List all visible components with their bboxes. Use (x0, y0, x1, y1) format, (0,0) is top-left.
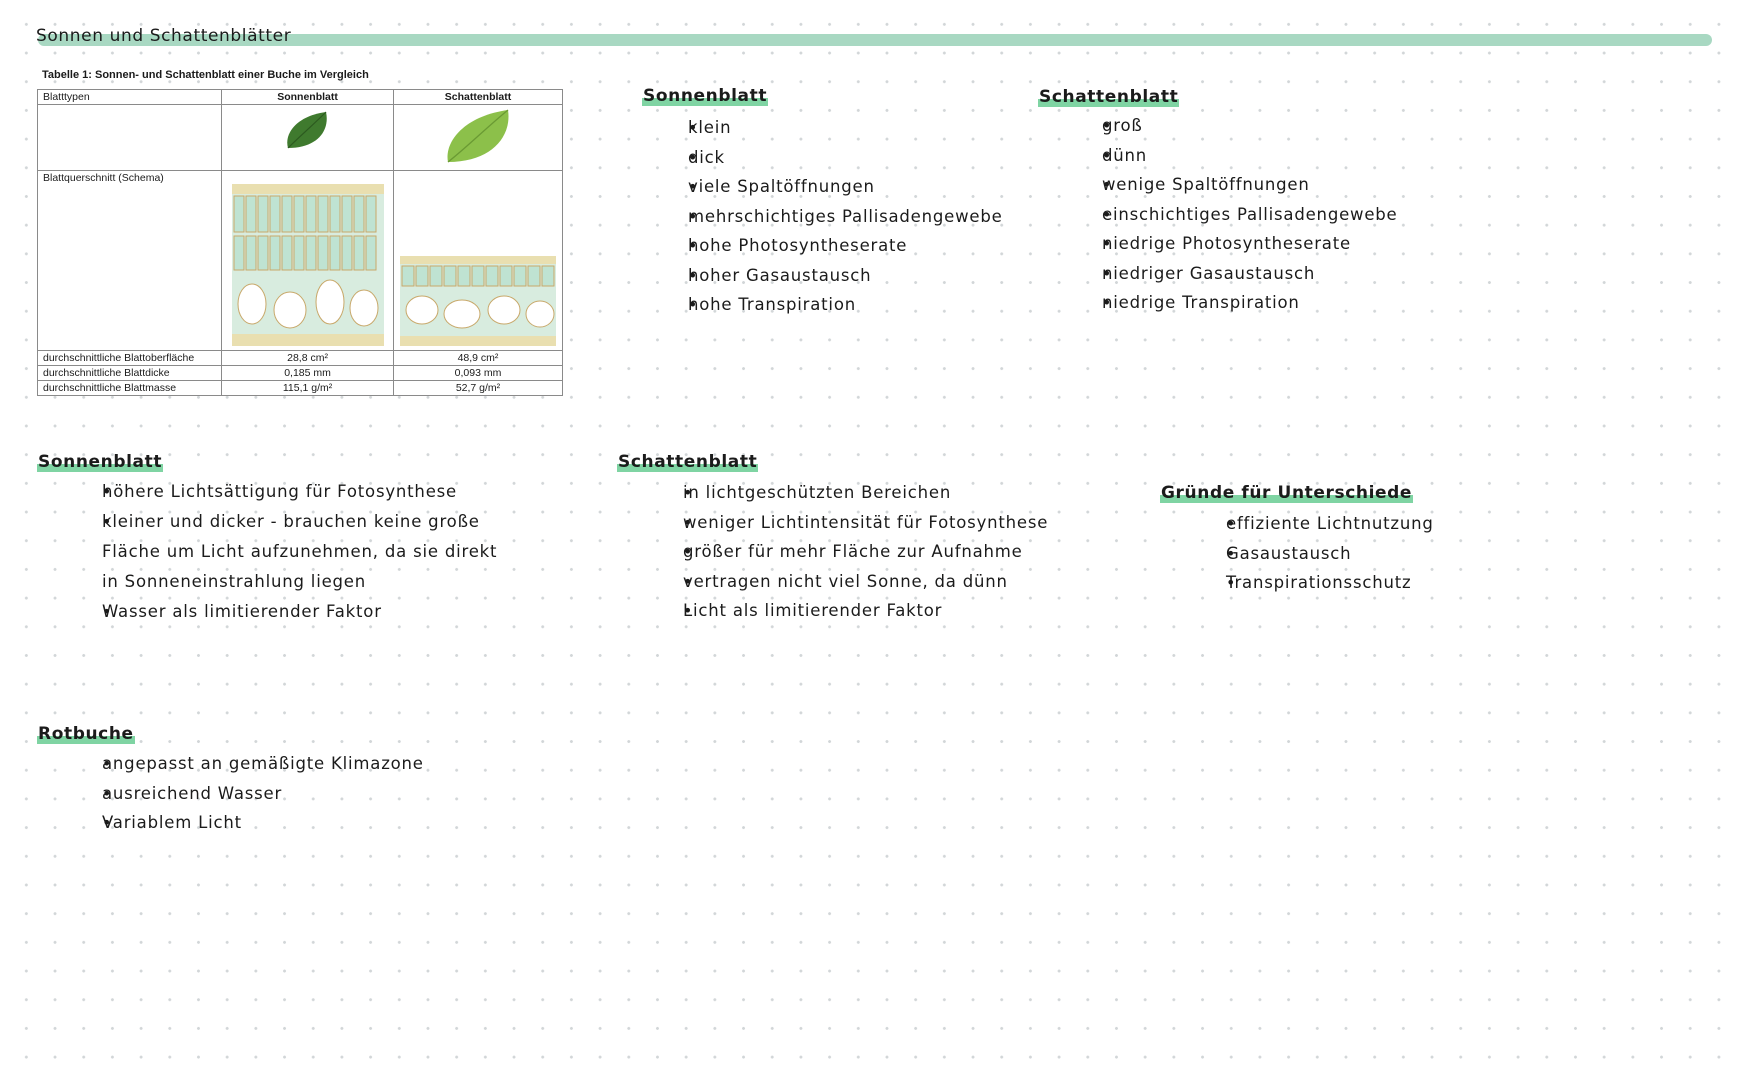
list-item: • dünn (1040, 146, 1398, 176)
sun-leaf-image-cell (222, 105, 394, 171)
compare-sun-list (648, 118, 1003, 325)
leaf-image-row (38, 105, 563, 171)
table-row-label: durchschnittliche Blattmasse (38, 381, 222, 396)
list-item: • angepasst an gemäßigte Klimazone (37, 754, 424, 784)
table-header-row (38, 90, 563, 105)
sun-details-list (37, 482, 497, 632)
list-item: • hoher Gasaustausch (648, 266, 1003, 296)
list-item: • hohe Photosyntheserate (648, 236, 1003, 266)
table-cell-sun: 0,185 mm (222, 366, 394, 381)
compare-shade-heading-text: Schattenblatt (1039, 87, 1179, 107)
list-item: • Licht als limitierender Faktor (617, 601, 1048, 631)
compare-shade-list (1040, 116, 1398, 323)
beech-list (37, 754, 424, 843)
list-item: • weniger Lichtintensität für Fotosynthese (617, 513, 1048, 543)
list-item: • einschichtiges Pallisadengewebe (1040, 205, 1398, 235)
table-row (38, 351, 563, 366)
table-cell-shade: 52,7 g/m² (394, 381, 563, 396)
table-cell-sun: 115,1 g/m² (222, 381, 394, 396)
table-row-label: durchschnittliche Blattoberfläche (38, 351, 222, 366)
compare-sun-heading-text: Sonnenblatt (643, 86, 768, 106)
beech-heading (37, 724, 135, 744)
table-cell-shade: 48,9 cm² (394, 351, 563, 366)
shade-details-heading-text: Schattenblatt (618, 452, 758, 472)
reasons-heading (1160, 483, 1413, 503)
list-item: • mehrschichtiges Pallisadengewebe (648, 207, 1003, 237)
sun-details-heading (37, 452, 163, 472)
shade-leaf-cross-section (400, 256, 556, 346)
list-item: • viele Spaltöffnungen (648, 177, 1003, 207)
shade-leaf-cross-section-cell (394, 171, 563, 351)
list-item: • größer für mehr Fläche zur Aufnahme (617, 542, 1048, 572)
list-item: • niedrige Photosyntheserate (1040, 234, 1398, 264)
table-row-label: durchschnittliche Blattdicke (38, 366, 222, 381)
shade-details-list (617, 483, 1048, 631)
list-item: • niedriger Gasaustausch (1040, 264, 1398, 294)
comparison-table (37, 89, 563, 396)
table-header-cell: Schattenblatt (394, 90, 563, 105)
page-title: Sonnen und Schattenblätter (36, 26, 292, 46)
list-item: • groß (1040, 116, 1398, 146)
table-cell-sun: 28,8 cm² (222, 351, 394, 366)
list-item: • in lichtgeschützten Bereichen (617, 483, 1048, 513)
table-cell-shade: 0,093 mm (394, 366, 563, 381)
list-item: • kleiner und dicker - brauchen keine große (37, 512, 497, 542)
list-item: • ausreichend Wasser (37, 784, 424, 814)
table-header-cell: Blatttypen (38, 90, 222, 105)
list-item: • Wasser als limitierender Faktor (37, 602, 497, 632)
list-item: • hohe Transpiration (648, 295, 1003, 325)
table-row (38, 366, 563, 381)
list-item: • klein (648, 118, 1003, 148)
list-item: • dick (648, 148, 1003, 178)
shade-leaf-image (440, 106, 516, 166)
cross-section-row (38, 171, 563, 351)
list-item-continuation: in Sonneneinstrahlung liegen (102, 572, 367, 591)
compare-sun-heading (642, 86, 768, 106)
table-header-cell: Sonnenblatt (222, 90, 394, 105)
shade-leaf-image-cell (394, 105, 563, 171)
list-item: • vertragen nicht viel Sonne, da dünn (617, 572, 1048, 602)
reasons-list (1161, 514, 1434, 603)
list-item: • effiziente Lichtnutzung (1161, 514, 1434, 544)
shade-details-heading (617, 452, 758, 472)
list-item: • wenige Spaltöffnungen (1040, 175, 1398, 205)
list-item: • höhere Lichtsättigung für Fotosynthese (37, 482, 497, 512)
beech-heading-text: Rotbuche (38, 724, 134, 744)
compare-shade-heading (1038, 87, 1179, 107)
sun-leaf-cross-section (232, 184, 384, 346)
sun-details-heading-text: Sonnenblatt (38, 452, 163, 472)
list-item: • Variablem Licht (37, 813, 424, 843)
table-row (38, 381, 563, 396)
table-caption: Tabelle 1: Sonnen- und Schattenblatt einer Buche im Vergleich (42, 69, 369, 81)
cross-section-label: Blattquerschnitt (Schema) (38, 171, 222, 351)
sun-leaf-cross-section-cell (222, 171, 394, 351)
list-item: • Transpirationsschutz (1161, 573, 1434, 603)
reasons-heading-text: Gründe für Unterschiede (1161, 483, 1413, 503)
sun-leaf-image (278, 106, 338, 154)
list-item: • niedrige Transpiration (1040, 293, 1398, 323)
table-cell-empty (38, 105, 222, 171)
list-item: • Gasaustausch (1161, 544, 1434, 574)
list-item-continuation: Fläche um Licht aufzunehmen, da sie direkt (102, 542, 498, 561)
